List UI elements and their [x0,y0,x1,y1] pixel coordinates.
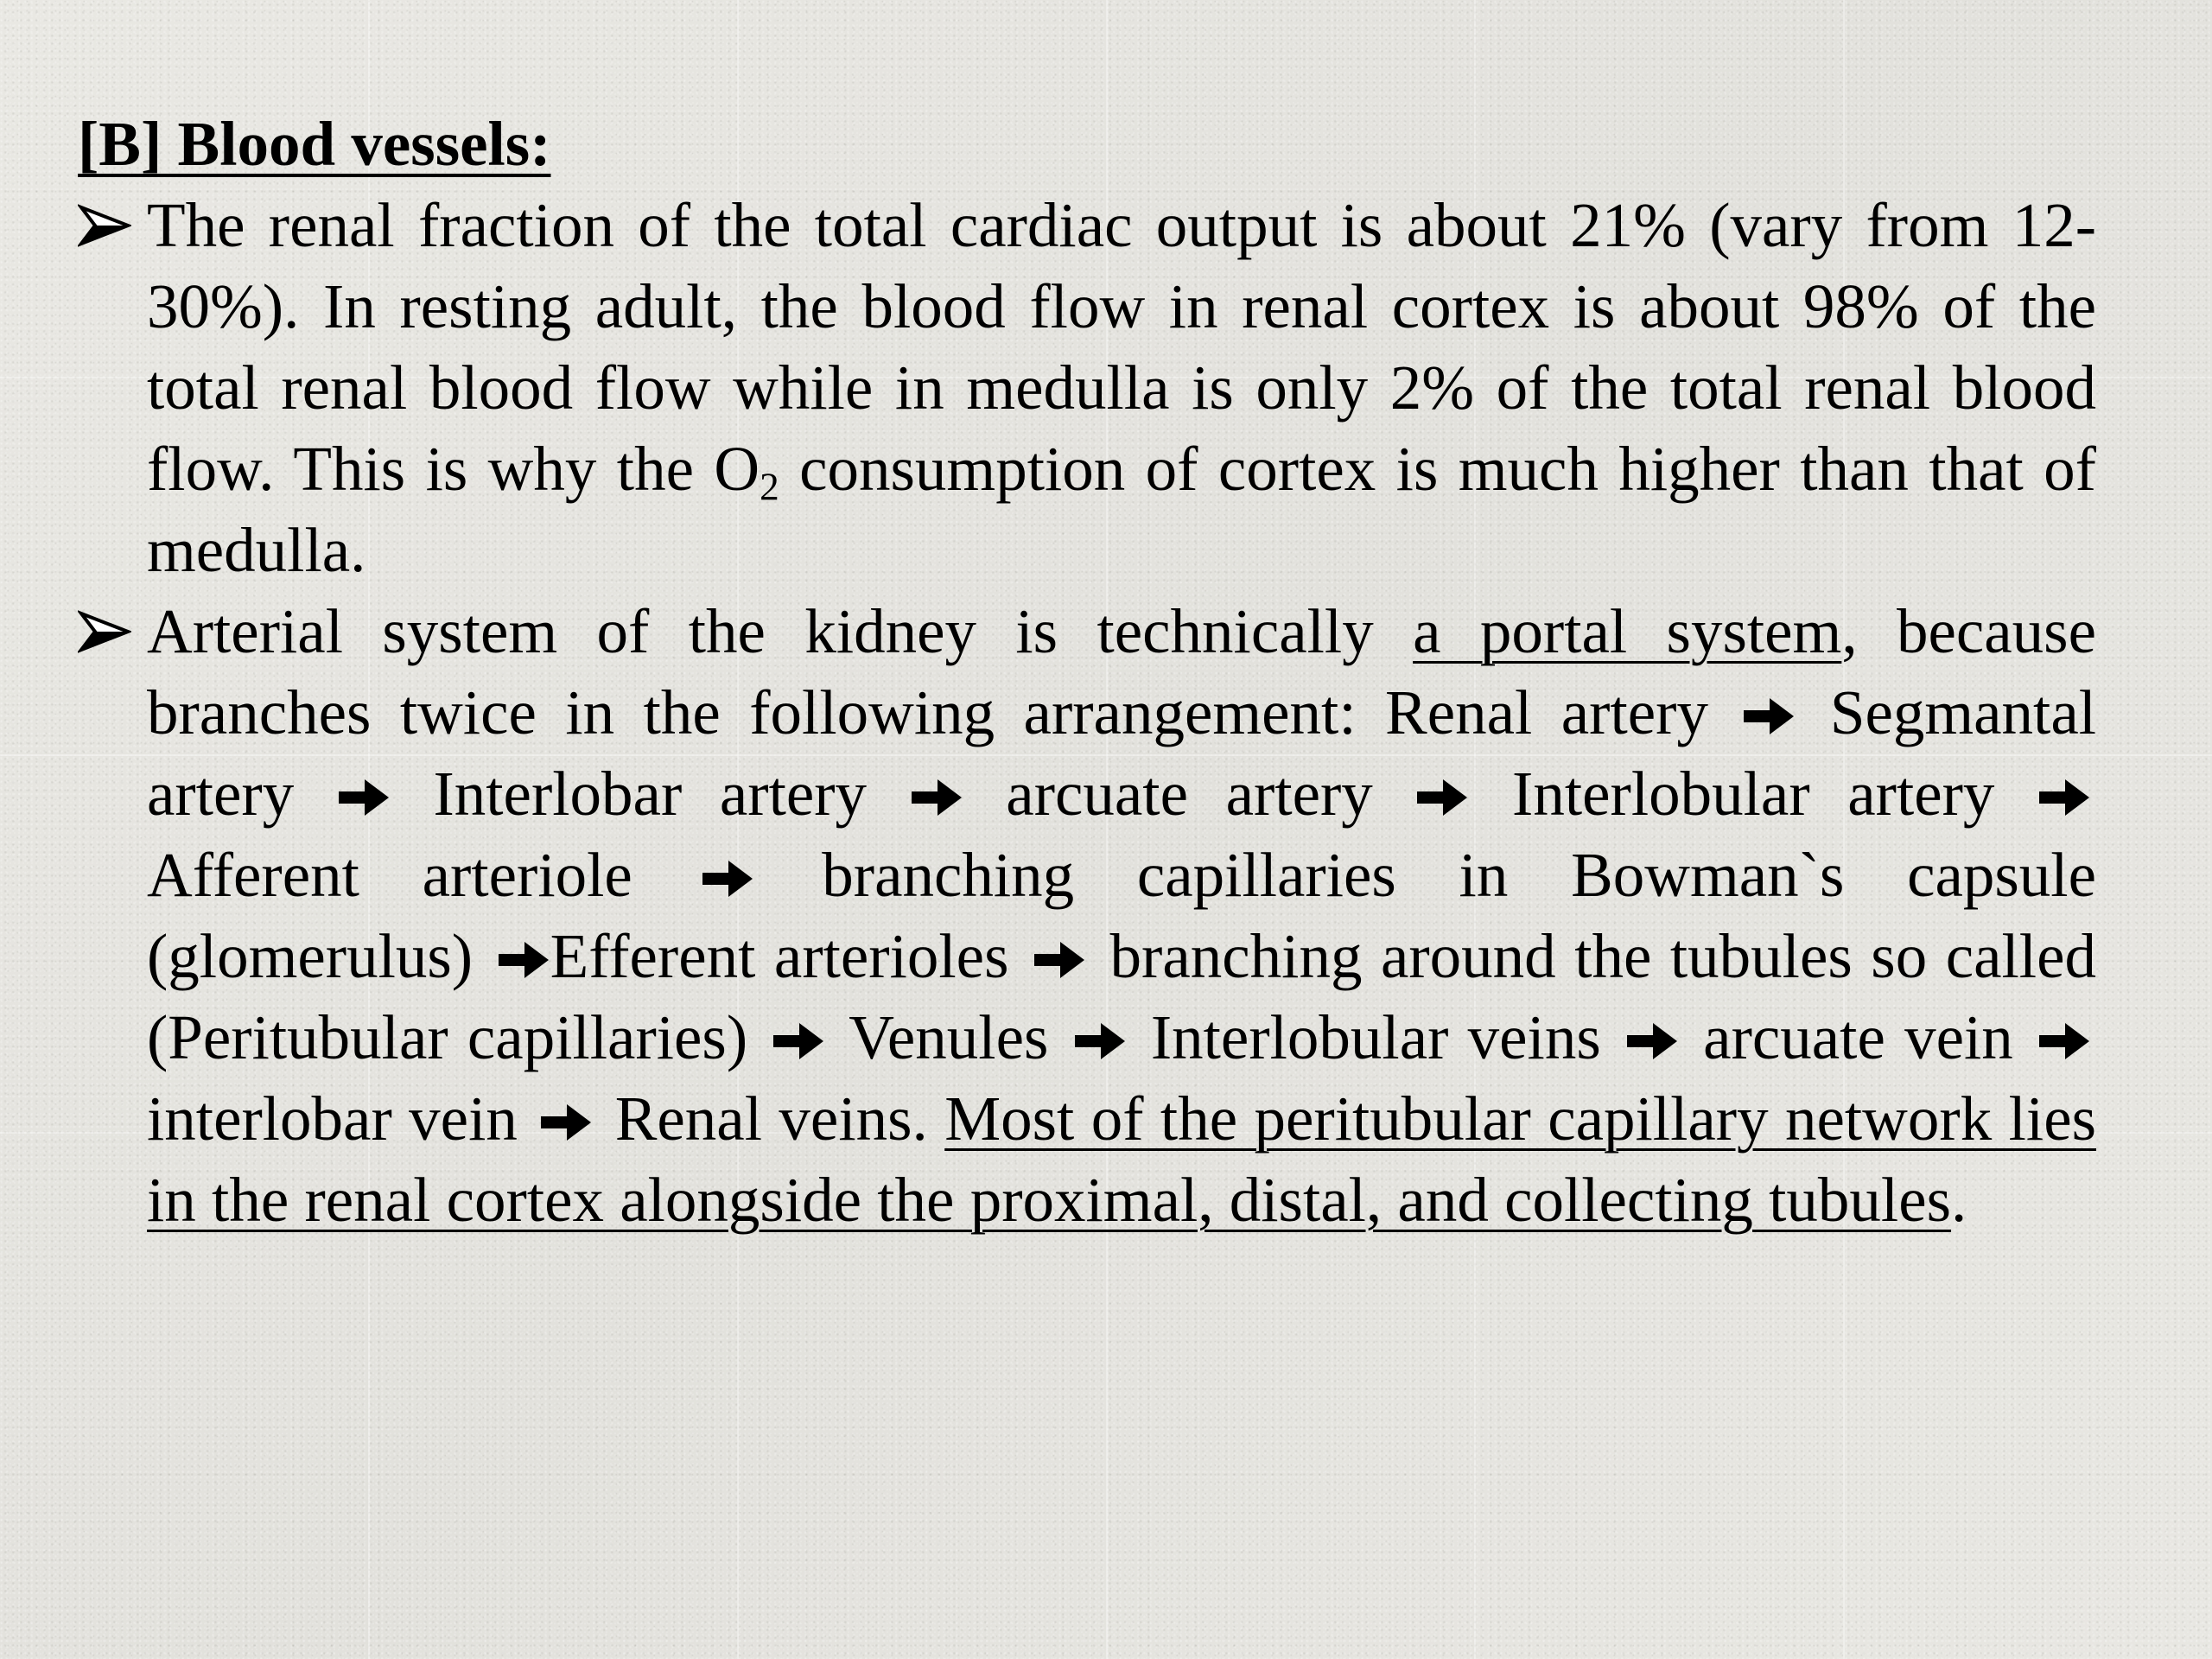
right-arrow-icon [337,778,391,817]
right-arrow-icon [2037,1021,2091,1061]
arrowhead-bullet-icon [78,591,137,672]
bullet-text: . [1951,1165,1967,1235]
bullet-text: Arterial system of the kidney is technically [147,596,1414,666]
underlined-text: a portal system [1413,596,1842,666]
flow-step: branching around the tubules so called (Peritubular capillaries) [147,921,2096,1072]
slide-content [78,104,2096,1241]
right-arrow-icon [772,1021,825,1061]
right-arrow-icon [1742,696,1796,736]
flow-step: Venules [849,1002,1068,1072]
flow-step: interlobar vein [147,1084,535,1154]
flow-step: arcuate vein [1703,1002,2032,1072]
right-arrow-icon [2037,778,2091,817]
right-arrow-icon [701,859,754,899]
underlined-text: Most of the peritubular capillary network lies in the renal cortex alongside the proximal, distal, and collecting tubules [147,1084,2097,1235]
flow-step: Interlobular veins [1150,1002,1620,1072]
subscript: 2 [760,465,779,509]
bullet-list [78,185,2096,1241]
flow-step: Renal veins. [614,1084,945,1154]
arrowhead-bullet-icon [78,185,137,266]
right-arrow-icon [1415,778,1469,817]
slide-heading: [B] Blood vessels: [78,109,551,179]
right-arrow-icon [1073,1021,1127,1061]
bullet-text: The renal fraction of the total cardiac output is about 21% (vary from 12-30%). In resting adult, the blood flow in renal cortex is about 98% of the total renal blood flow while in medulla is only 2% of the total renal blood flow. This is why the O [147,190,2096,504]
bullet-text: , because branches twice in the following arrangement: Renal artery [147,596,2096,747]
right-arrow-icon [1033,940,1086,980]
flow-step: Interlobular artery [1512,759,2033,829]
right-arrow-icon [910,778,963,817]
right-arrow-icon [497,940,550,980]
right-arrow-icon [539,1103,593,1142]
bullet-text: consumption of cortex is much higher than that of medulla. [147,434,2096,585]
flow-step: Interlobar artery [433,759,905,829]
flow-step: Segmantal artery [147,677,2097,829]
flow-step: Efferent arterioles [550,921,1028,991]
flow-step: arcuate artery [1006,759,1411,829]
flow-step: branching capillaries in Bowman`s capsule (glomerulus) [147,840,2096,991]
bullet-cardiac-output [78,185,2096,591]
bullet-arterial-system [78,591,2096,1241]
flow-step: Afferent arteriole [147,840,696,910]
right-arrow-icon [1625,1021,1679,1061]
